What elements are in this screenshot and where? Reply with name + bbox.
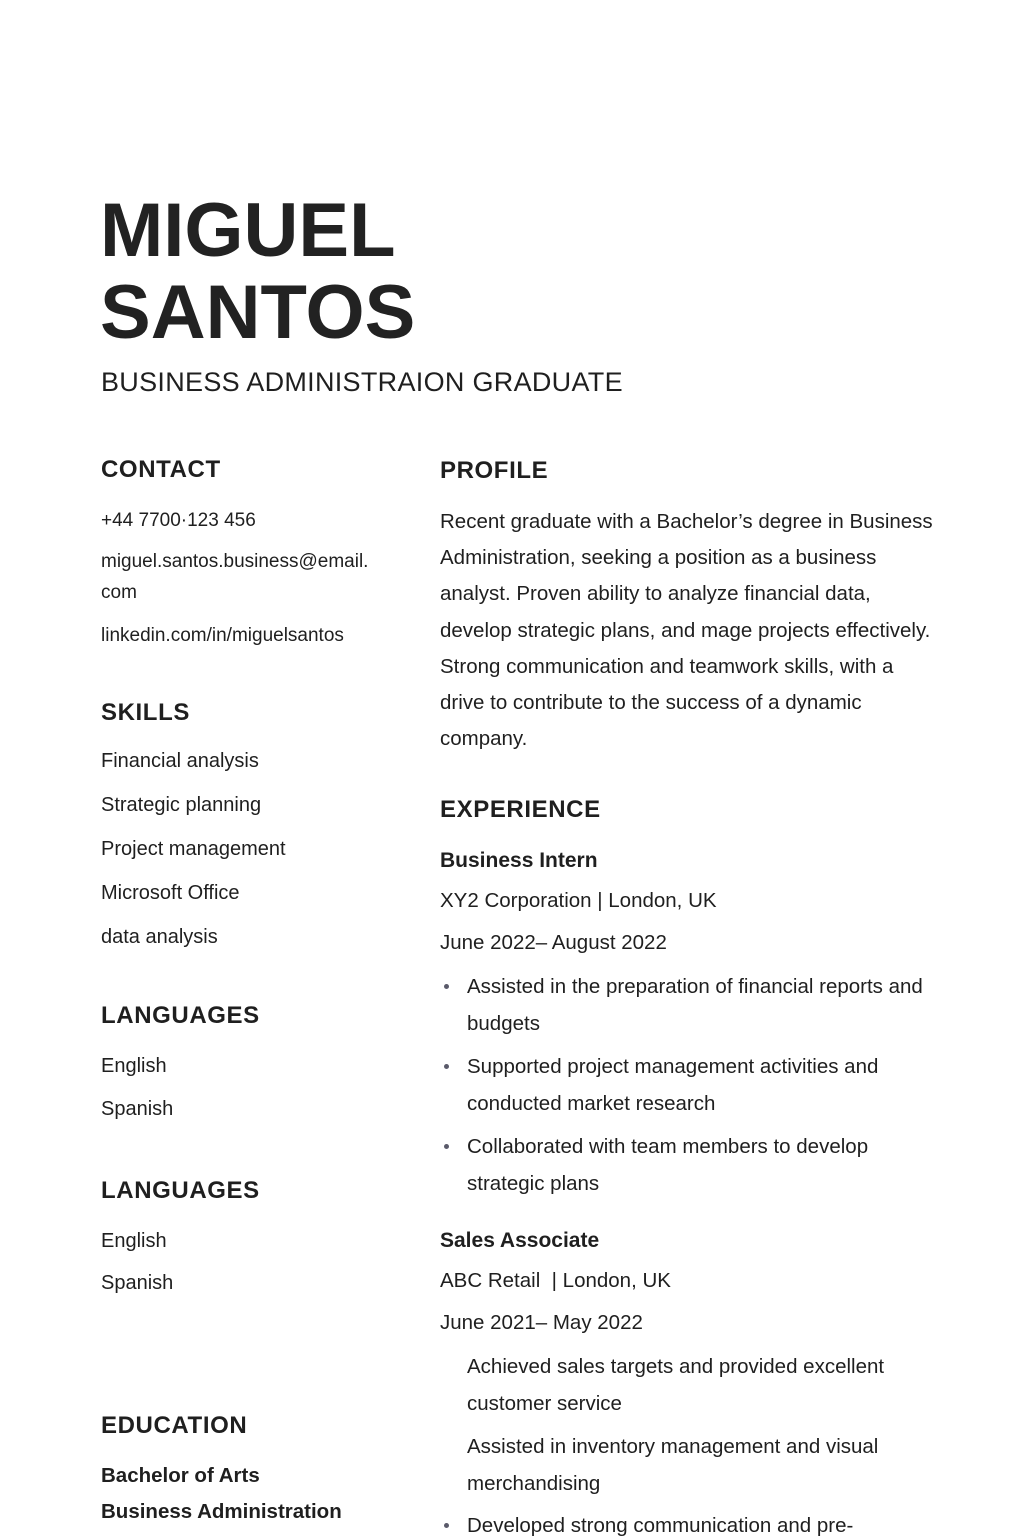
job-bullet xyxy=(440,1128,940,1202)
candidate-name xyxy=(100,190,415,354)
skill-item: Project management xyxy=(101,838,286,860)
contact-phone: +44 7700·123 456 xyxy=(101,510,256,531)
skills-heading: SKILLS xyxy=(101,699,190,726)
profile-summary: Recent graduate with a Bachelor’s degree in Business Administration, seeking a position as a business analyst. Proven ability to analyze financial data, develop strategic plans, and mage projects effectively. Strong communication and teamwork skills, with a drive to contribute to the success of a dynamic company. xyxy=(440,510,933,751)
job-company: ABC Retail | London, UK xyxy=(440,1269,671,1292)
job-title: Business Intern xyxy=(440,849,598,872)
bullet-text: Assisted in the preparation of financial reports and budgets xyxy=(467,975,923,1035)
first-name: MIGUEL xyxy=(100,188,396,273)
job-title: Sales Associate xyxy=(440,1229,600,1252)
bullet-dot-icon xyxy=(444,1144,449,1149)
bullet-text: Collaborated with team members to develop strategic plans xyxy=(467,1135,869,1195)
job-dates: June 2022– August 2022 xyxy=(440,931,667,954)
languages-heading-duplicate: LANGUAGES xyxy=(101,1177,260,1204)
job-bullet xyxy=(440,1348,940,1422)
contact-linkedin[interactable]: linkedin.com/in/miguelsantos xyxy=(101,625,344,646)
bullet-dot-icon xyxy=(444,984,449,989)
contact-email[interactable]: miguel.santos.business@email. com xyxy=(101,551,369,603)
education-heading: EDUCATION xyxy=(101,1412,248,1439)
experience-heading: EXPERIENCE xyxy=(440,796,601,823)
skill-item: Financial analysis xyxy=(101,750,259,772)
job-bullet xyxy=(440,968,940,1042)
bullet-text: Supported project management activities and conducted market research xyxy=(467,1055,879,1115)
job-dates: June 2021– May 2022 xyxy=(440,1311,643,1334)
language-item: English xyxy=(101,1230,167,1252)
bullet-dot-icon xyxy=(444,1523,449,1528)
job-company: XY2 Corporation | London, UK xyxy=(440,889,717,912)
skill-item: Strategic planning xyxy=(101,794,262,816)
language-item: Spanish xyxy=(101,1098,174,1120)
candidate-headline: BUSINESS ADMINISTRAION GRADUATE xyxy=(101,367,623,397)
languages-heading: LANGUAGES xyxy=(101,1002,260,1029)
bullet-text: Assisted in inventory management and visual merchandising xyxy=(467,1435,879,1495)
skill-item: Microsoft Office xyxy=(101,882,240,904)
language-item: English xyxy=(101,1055,167,1077)
bullet-dot-icon xyxy=(444,1064,449,1069)
bullet-text: Developed strong communication and pre- xyxy=(467,1514,854,1536)
last-name: SANTOS xyxy=(100,270,416,355)
bullet-text: Achieved sales targets and provided excellent customer service xyxy=(467,1355,885,1415)
job-bullet xyxy=(440,1048,940,1122)
contact-heading: CONTACT xyxy=(101,456,221,483)
job-bullet xyxy=(440,1507,940,1536)
skill-item: data analysis xyxy=(101,926,218,948)
language-item: Spanish xyxy=(101,1272,174,1294)
profile-heading: PROFILE xyxy=(440,457,549,484)
education-field: Business Administration xyxy=(101,1500,342,1523)
job-bullet xyxy=(440,1428,940,1502)
education-degree: Bachelor of Arts xyxy=(101,1464,260,1487)
